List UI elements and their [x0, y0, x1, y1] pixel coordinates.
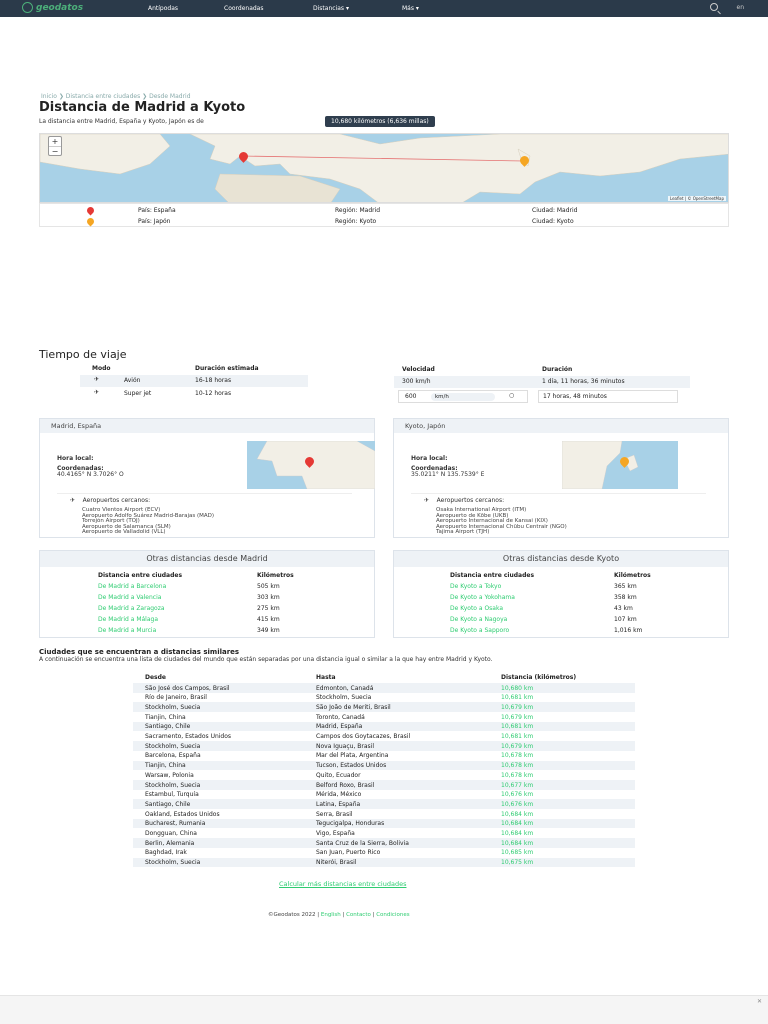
- table-header: [394, 364, 690, 376]
- cell-distancia[interactable]: 10,681 km: [501, 733, 534, 740]
- table-row: [394, 390, 690, 404]
- cell-desde: Warsaw, Polonia: [145, 771, 194, 779]
- list-item: Aeropuerto de Salamanca (SLM): [82, 523, 171, 530]
- city-card-madrid: [39, 418, 375, 538]
- airports-title-text: Aeropuertos cercanos:: [82, 497, 151, 504]
- cell-hasta: Campos dos Goytacazes, Brasil: [316, 733, 411, 740]
- table-row: [133, 741, 635, 751]
- table-row: [80, 388, 308, 400]
- list-item: Aeropuerto de Kōbe (UKB): [436, 512, 509, 519]
- cell-distancia[interactable]: 10,678 km: [501, 771, 534, 779]
- table-row: [133, 819, 635, 829]
- cell-desde: Bucharest, Rumania: [145, 820, 206, 828]
- table-row: [133, 732, 635, 742]
- travel-mode-table: [80, 363, 308, 403]
- cell-hasta: São João de Meriti, Brasil: [316, 703, 391, 711]
- cell-distancia[interactable]: 10,678 km: [501, 762, 534, 770]
- cell-hasta: Vigo, España: [316, 830, 355, 837]
- distance-badge: 10,680 kilómetros (6,636 millas): [325, 116, 435, 127]
- language-link[interactable]: en: [736, 4, 744, 11]
- col-duracion: Duración estimada: [195, 365, 259, 372]
- cell-desde: Estambul, Turquía: [145, 791, 199, 799]
- table-header: [133, 671, 635, 683]
- col-km: Kilómetros: [257, 572, 294, 579]
- col-distancia: Distancia entre ciudades: [98, 572, 183, 579]
- cell-distancia[interactable]: 10,679 km: [501, 742, 534, 750]
- table-row: [80, 375, 308, 387]
- breadcrumb-distancia[interactable]: Distancia entre ciudades: [65, 93, 141, 100]
- cell-hasta: Mérida, México: [316, 791, 362, 799]
- local-time-label: Hora local:: [57, 455, 94, 462]
- legend-region: Región: Madrid: [335, 207, 381, 214]
- nav-item-distancias[interactable]: [313, 5, 349, 12]
- col-hasta: Hasta: [316, 674, 336, 681]
- distance-link[interactable]: De Kyoto a Yokohama: [450, 594, 515, 601]
- legend-row-kyoto: [40, 216, 728, 227]
- chevron-down-icon: ▾: [415, 5, 419, 12]
- plane-icon: ✈: [424, 497, 430, 504]
- bottom-bar: [0, 995, 768, 1024]
- distance-km: 303 km: [257, 594, 280, 601]
- cell-hasta: San Juan, Puerto Rico: [316, 849, 381, 857]
- chevron-down-icon: ▾: [345, 5, 349, 12]
- red-marker-icon: [86, 206, 96, 216]
- distance-km: 349 km: [257, 627, 280, 634]
- cell-desde: Barcelona, España: [145, 752, 201, 760]
- stepper-icon[interactable]: ○: [509, 392, 515, 399]
- cell-desde: Stockholm, Suecia: [145, 859, 201, 867]
- local-time-label: Hora local:: [411, 455, 448, 462]
- nav-item-mas[interactable]: [402, 5, 419, 12]
- table-row: [133, 838, 635, 848]
- route-map[interactable]: [39, 133, 729, 203]
- footer-link-english[interactable]: English: [320, 912, 341, 918]
- map-attribution[interactable]: Leaflet | © OpenStreetMap: [669, 196, 724, 201]
- cell-hasta: Madrid, España: [316, 723, 363, 731]
- cell-desde: Sacramento, Estados Unidos: [145, 733, 232, 740]
- breadcrumb: [41, 93, 191, 100]
- speed-input-value: 600: [405, 393, 417, 400]
- kyoto-mini-map: [562, 441, 678, 489]
- cell-distancia[interactable]: 10,680 km: [501, 684, 534, 692]
- table-row: [133, 761, 635, 771]
- distance-km: 505 km: [257, 583, 280, 590]
- table-row: [133, 751, 635, 761]
- cell-hasta: Serra, Brasil: [316, 810, 353, 818]
- table-row: [133, 770, 635, 780]
- mode-label: Super jet: [124, 390, 152, 397]
- distance-km: 275 km: [257, 605, 280, 612]
- distance-km: 1,016 km: [614, 627, 643, 634]
- cell-distancia[interactable]: 10,684 km: [501, 830, 534, 837]
- nav-item-antipodas[interactable]: Antípodas: [148, 5, 179, 12]
- mode-duration: 10-12 horas: [195, 390, 232, 397]
- cell-distancia[interactable]: 10,679 km: [501, 703, 534, 711]
- distance-km: 358 km: [614, 594, 637, 601]
- airports-list: [436, 508, 567, 536]
- table-row: [394, 376, 690, 388]
- list-item: Aeropuerto Internacional de Kansai (KIX): [436, 518, 548, 524]
- airports-list: [82, 508, 214, 536]
- top-navbar: [0, 0, 768, 17]
- nav-item-mas-label: Más: [402, 5, 414, 12]
- cell-hasta: Stockholm, Suecia: [316, 694, 372, 702]
- cell-hasta: Santa Cruz de la Sierra, Bolivia: [316, 839, 409, 847]
- cell-desde: São José dos Campos, Brasil: [145, 684, 230, 692]
- distance-link[interactable]: De Madrid a Zaragoza: [98, 605, 165, 612]
- distance-link[interactable]: De Madrid a Murcia: [98, 627, 157, 634]
- distance-link[interactable]: De Kyoto a Osaka: [450, 605, 504, 612]
- airports-title: [70, 497, 150, 504]
- card-header: Madrid, España: [40, 419, 374, 433]
- table-row: [133, 809, 635, 819]
- list-item: Torrejón Airport (TOJ): [82, 518, 140, 524]
- distance-km: 415 km: [257, 616, 280, 623]
- table-row: [133, 702, 635, 712]
- cell-distancia[interactable]: 10,676 km: [501, 791, 534, 799]
- cell-desde: Stockholm, Suecia: [145, 703, 201, 711]
- other-distances-kyoto: [393, 550, 729, 638]
- other-distances-madrid: [39, 550, 375, 638]
- table-row: [133, 780, 635, 790]
- search-icon[interactable]: [710, 3, 718, 11]
- similar-title: Ciudades que se encuentran a distancias similares: [39, 648, 240, 656]
- distance-link[interactable]: De Madrid a Valencia: [98, 594, 162, 601]
- page-title: Distancia de Madrid a Kyoto: [39, 100, 246, 115]
- distance-km: 43 km: [614, 605, 633, 612]
- col-distancia: Distancia entre ciudades: [450, 572, 535, 579]
- logo-text: geodatos: [36, 2, 84, 13]
- cell-desde: Santiago, Chile: [145, 800, 191, 808]
- cell-desde: Tianjin, China: [145, 713, 186, 721]
- legend-region: Región: Kyoto: [335, 218, 377, 225]
- travel-time-title: Tiempo de viaje: [39, 348, 127, 361]
- intro-text: La distancia entre Madrid, España y Kyoto, Japón es de: [39, 118, 204, 125]
- coordinates-label: Coordenadas:: [57, 465, 104, 472]
- table-row: [133, 829, 635, 839]
- table-row: [133, 790, 635, 800]
- cell-hasta: Belford Roxo, Brasil: [316, 781, 375, 789]
- cell-hasta: Tegucigalpa, Honduras: [316, 820, 385, 828]
- cell-hasta: Quito, Ecuador: [316, 771, 361, 779]
- speed-unit: km/h: [431, 393, 495, 401]
- legend-pais: País: Japón: [138, 218, 171, 225]
- table-row: [133, 683, 635, 693]
- nav-item-distancias-label: Distancias: [313, 5, 345, 12]
- cell-desde: Stockholm, Suecia: [145, 742, 201, 750]
- zoom-in-button[interactable]: +: [49, 137, 61, 147]
- footer-link-contacto[interactable]: Contacto: [346, 912, 371, 918]
- list-item: Osaka International Airport (ITM): [436, 507, 527, 513]
- footer-link-condiciones[interactable]: Condiciones: [376, 912, 410, 918]
- list-item: Aeropuerto Internacional Chūbu Centrair (NGO): [436, 523, 567, 530]
- plane-icon: ✈: [94, 376, 100, 383]
- jet-icon: ✈: [94, 389, 100, 396]
- list-item: Tajima Airport (TJH): [436, 529, 490, 535]
- cell-distancia[interactable]: 10,677 km: [501, 781, 534, 789]
- cell-distancia[interactable]: 10,684 km: [501, 810, 534, 818]
- col-modo: Modo: [92, 365, 111, 372]
- cell-distancia[interactable]: 10,681 km: [501, 723, 534, 731]
- footer-copyright: ©Geodatos 2022 |: [268, 912, 320, 918]
- cell-desde: Stockholm, Suecia: [145, 781, 201, 789]
- globe-icon: [22, 2, 33, 13]
- mode-label: Avión: [124, 377, 141, 384]
- card-header: Otras distancias desde Madrid: [40, 551, 374, 567]
- cell-desde: Berlin, Alemania: [145, 839, 195, 847]
- cell-hasta: Niterói, Brasil: [316, 859, 357, 867]
- distance-km: 365 km: [614, 583, 637, 590]
- city-card-kyoto: [393, 418, 729, 538]
- cell-distancia[interactable]: 10,676 km: [501, 800, 534, 808]
- cell-distancia[interactable]: 10,675 km: [501, 859, 534, 867]
- more-distances-link[interactable]: Calcular más distancias entre ciudades: [279, 880, 407, 888]
- cell-desde: Tianjin, China: [145, 762, 186, 770]
- table-row: [133, 712, 635, 722]
- zoom-out-button[interactable]: −: [51, 147, 59, 156]
- col-distancia: Distancia (kilómetros): [501, 674, 577, 681]
- cell-desde: Dongguan, China: [145, 830, 197, 837]
- similar-distances-table: [133, 671, 635, 869]
- similar-description: A continuación se encuentra una lista de ciudades del mundo que están separadas por una distancia igual o similar a la que hay entre Madrid y Kyoto.: [39, 656, 493, 663]
- close-icon[interactable]: ✕: [756, 998, 762, 1005]
- cell-desde: Baghdad, Irak: [145, 849, 187, 857]
- speed-table: [394, 364, 690, 406]
- map-legend: [39, 203, 729, 227]
- table-row: [133, 693, 635, 703]
- legend-row-madrid: [40, 205, 728, 216]
- speed-duration: 1 día, 11 horas, 36 minutos: [542, 378, 625, 385]
- distance-link[interactable]: De Kyoto a Sapporo: [450, 627, 510, 634]
- cell-desde: Río de Janeiro, Brasil: [145, 694, 207, 702]
- orange-marker-icon: [86, 217, 96, 227]
- breadcrumb-inicio[interactable]: Inicio: [41, 93, 57, 100]
- list-item: Aeropuerto de Valladolid (VLL): [82, 529, 166, 535]
- speed-duration: 17 horas, 48 minutos: [538, 390, 678, 403]
- zoom-control: [48, 136, 62, 156]
- nav-item-coordenadas[interactable]: Coordenadas: [224, 5, 264, 12]
- cell-distancia[interactable]: 10,678 km: [501, 752, 534, 760]
- cell-hasta: Toronto, Canadá: [316, 713, 365, 721]
- distance-link[interactable]: De Kyoto a Nagoya: [450, 616, 508, 623]
- col-km: Kilómetros: [614, 572, 651, 579]
- cell-hasta: Mar del Plata, Argentina: [316, 752, 389, 760]
- distance-km: 107 km: [614, 616, 637, 623]
- plane-icon: ✈: [70, 497, 76, 504]
- coordinates-value: 40.4165° N 3.7026° O: [57, 471, 124, 478]
- table-row: [133, 722, 635, 732]
- airports-title-text: Aeropuertos cercanos:: [436, 497, 505, 504]
- cell-distancia[interactable]: 10,685 km: [501, 849, 534, 857]
- cell-distancia[interactable]: 10,679 km: [501, 713, 534, 721]
- col-velocidad: Velocidad: [402, 366, 435, 373]
- cell-distancia[interactable]: 10,684 km: [501, 839, 534, 847]
- table-row: [133, 799, 635, 809]
- cell-hasta: Edmonton, Canadá: [316, 684, 374, 692]
- table-row: [133, 858, 635, 868]
- cell-desde: Oakland, Estados Unidos: [145, 810, 220, 818]
- legend-ciudad: Ciudad: Madrid: [532, 207, 578, 214]
- airports-title: [424, 497, 504, 504]
- distance-link[interactable]: De Madrid a Barcelona: [98, 583, 167, 590]
- legend-ciudad: Ciudad: Kyoto: [532, 218, 574, 225]
- card-header: Kyoto, Japón: [394, 419, 728, 433]
- speed-input[interactable]: [398, 390, 528, 403]
- cell-hasta: Nova Iguaçu, Brasil: [316, 742, 374, 750]
- footer: ©Geodatos 2022 | English | Contacto | Condiciones: [268, 912, 410, 918]
- chevron-right-icon: ❯: [142, 93, 150, 100]
- speed-value: 300 km/h: [402, 378, 431, 385]
- cell-distancia[interactable]: 10,681 km: [501, 694, 534, 702]
- breadcrumb-desde-madrid[interactable]: Desde Madrid: [149, 93, 191, 100]
- site-logo[interactable]: [22, 2, 83, 13]
- cell-hasta: Latina, España: [316, 800, 361, 808]
- list-item: Aeropuerto Adolfo Suárez Madrid-Barajas (MAD): [82, 512, 215, 519]
- list-item: Cuatro Vientos Airport (ECV): [82, 507, 161, 513]
- cell-desde: Santiago, Chile: [145, 723, 191, 731]
- world-map-shapes: [40, 134, 729, 203]
- card-header: Otras distancias desde Kyoto: [394, 551, 728, 567]
- distance-link[interactable]: De Kyoto a Tokyo: [450, 583, 502, 590]
- col-duracion: Duración: [542, 366, 573, 373]
- coordinates-label: Coordenadas:: [411, 465, 458, 472]
- mode-duration: 16-18 horas: [195, 377, 232, 384]
- distance-link[interactable]: De Madrid a Málaga: [98, 616, 158, 623]
- col-desde: Desde: [145, 674, 166, 681]
- coordinates-value: 35.0211° N 135.7539° E: [411, 471, 485, 478]
- cell-distancia[interactable]: 10,684 km: [501, 820, 534, 828]
- table-row: [133, 848, 635, 858]
- legend-pais: País: España: [138, 207, 176, 214]
- table-header: [80, 363, 308, 375]
- cell-hasta: Tucson, Estados Unidos: [316, 762, 387, 770]
- chevron-right-icon: ❯: [58, 93, 66, 100]
